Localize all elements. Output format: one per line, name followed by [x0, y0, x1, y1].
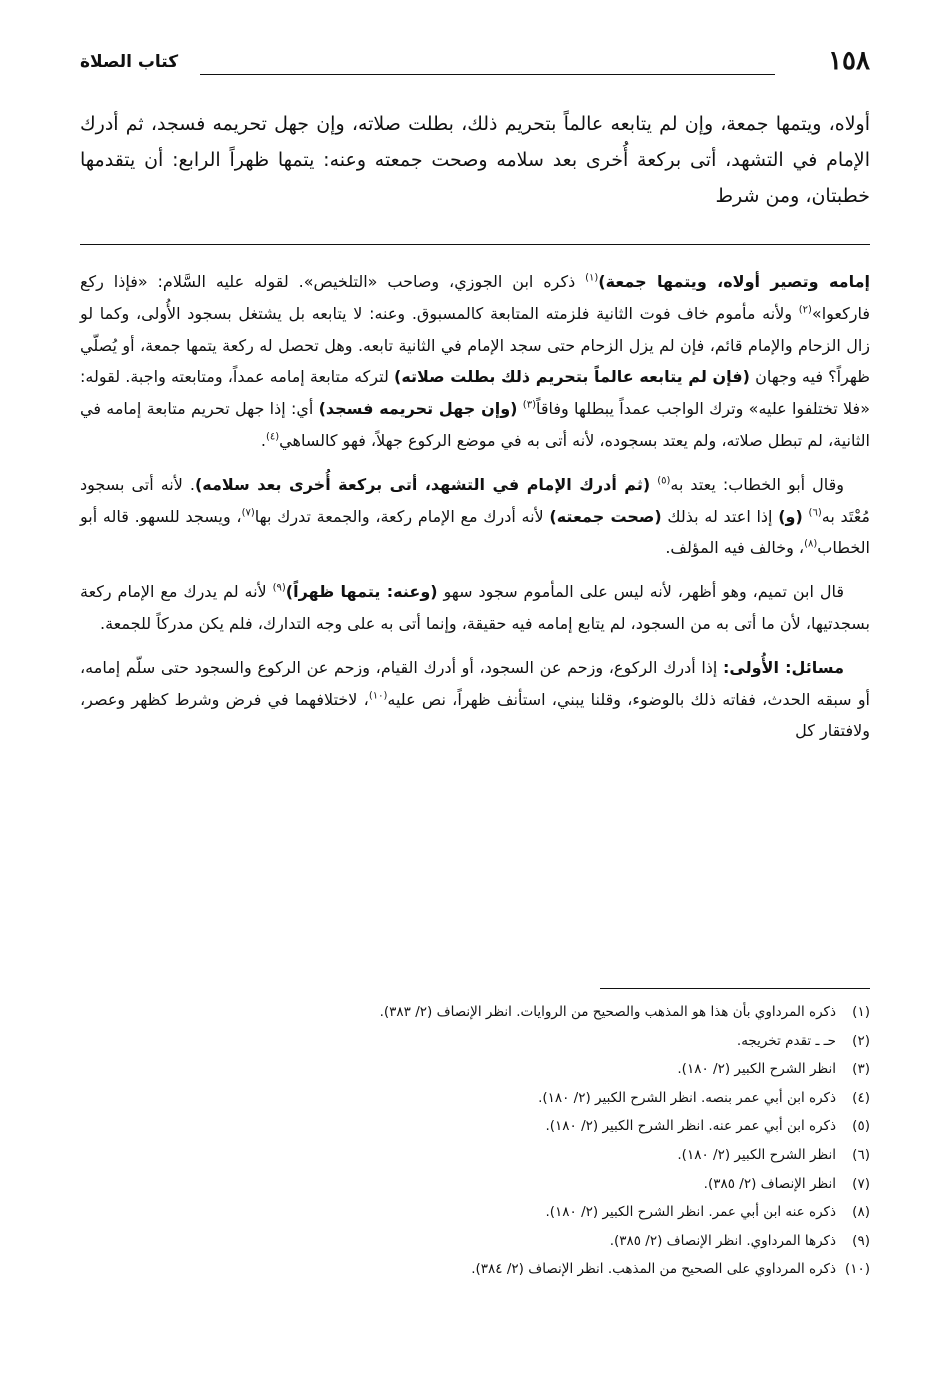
- footnote-number: (٤): [852, 1089, 870, 1106]
- quoted-text: (فإن لم يتابعه عالماً بتحريم ذلك بطلت صلاته): [394, 367, 750, 387]
- commentary-paragraph-4: مسائل: الأُولى: إذا أدرك الركوع، وزحم عن السجود، أو أدرك القيام، وزحم عن الركوع والسجود حتى سلّم إمامه، أو سبقه الحدث، ففاته ذلك بالوضوء، وقلنا يبني، استأنف ظهراً، نص عليه$^{(١٠)}$، لاختلافهما في فرض وشرط كظهر وعصر، ولافتقار كل: [80, 657, 870, 741]
- footnote-ref[interactable]: (٥): [657, 475, 671, 487]
- commentary-paragraph-1: إمامه وتصير أولاه، ويتمها جمعة)$^{(١)}$ ذكره ابن الجوزي، وصاحب «التلخيص». لقوله عليه السَّلام: «فإذا ركع فاركعوا»$^{(٢)}$ ولأنه مأموم خاف فوت الثانية فلزمته المتابعة كالمسبوق. وعنه: لا يتابعه بل يشتغل بسجود الأُولى، وكما لو زال الزحام والإمام قائم، فإن لم يزل الزحام حتى سجد الإمام في الثانية تابعه. وهل تحصل له ركعة يتمها جمعة، أو يُصلّي ظهراً؟ فيه وجهان (فإن لم يتابعه عالماً بتحريم ذلك بطلت صلاته) لتركه متابعة إمامه عمداً، ومتابعته واجبة. لقوله: «فلا تختلفوا عليه» وترك الواجب عمداً يبطلها وفاقاً$^{(٣)}$ (وإن جهل تحريمه فسجد) أي: إذا جهل تحريم متابعة إمامه في الثانية، لم تبطل صلاته، ولم يعتد بسجوده، لأنه أتى به في موضع الركوع جهلاً، فهو كالساهي$^{(٤)}$.: [80, 272, 871, 450]
- footnote-text: انظر الإنصاف (٢/ ٣٨٥).: [703, 1175, 836, 1192]
- footnote-number: (٦): [852, 1146, 870, 1163]
- footnote-text: انظر الشرح الكبير (٢/ ١٨٠).: [677, 1061, 836, 1078]
- footnote-text: ذكرها المرداوي. انظر الإنصاف (٢/ ٣٨٥).: [609, 1232, 836, 1249]
- footnote-text: ذكره ابن أبي عمر عنه. انظر الشرح الكبير (٢/ ١٨٠).: [545, 1118, 836, 1135]
- footnote-ref[interactable]: (٢): [798, 304, 812, 316]
- footnote-number: (٧): [852, 1175, 870, 1192]
- page-number: ١٥٨: [828, 46, 870, 76]
- footnotes: [150, 998, 870, 1284]
- quoted-text: (صحت جمعته): [549, 506, 662, 526]
- footnote-text: انظر الشرح الكبير (٢/ ١٨٠).: [677, 1146, 836, 1163]
- footnote-item: [150, 1027, 870, 1056]
- footnote-text: ذكره عنه ابن أبي عمر. انظر الشرح الكبير (٢/ ١٨٠).: [545, 1204, 836, 1221]
- footnote-item: [150, 998, 870, 1027]
- quoted-text: إمامه وتصير أولاه، ويتمها جمعة): [598, 272, 870, 291]
- footnote-ref[interactable]: (٣): [522, 399, 536, 411]
- quoted-text: (و): [778, 506, 803, 526]
- footnote-text: حـ ـ تقدم تخريجه.: [736, 1032, 836, 1049]
- running-title: كتاب الصلاة: [80, 52, 179, 72]
- footnote-number: (٥): [852, 1118, 870, 1135]
- commentary-paragraph-2: وقال أبو الخطاب: يعتد به$^{(٥)}$ (ثم أدرك الإمام في التشهد، أتى بركعة أُخرى بعد سلامه). لأنه أتى بسجود مُعْتَد به$^{(٦)}$ (و) إذا اعتد له بذلك (صحت جمعته) لأنه أدرك مع الإمام ركعة، والجمعة تدرك بها$^{(٧)}$، ويسجد للسهو. قاله أبو الخطاب$^{(٨)}$، وخالف فيه المؤلف.: [80, 474, 871, 558]
- footnote-item: [150, 1084, 870, 1113]
- main-text-divider: [80, 244, 870, 245]
- footnote-item: [150, 1112, 870, 1141]
- main-text-paragraph: أولاه، ويتمها جمعة، وإن لم يتابعه عالماً بتحريم ذلك، بطلت صلاته، وإن جهل تحريمه فسجد، ثم أدرك الإمام في التشهد، أتى بركعة أُخرى بعد سلامه وصحت جمعته وعنه: يتمها ظهراً الرابع: أن يتقدمها خطبتان، ومن شرط: [80, 113, 870, 207]
- page-header: [80, 46, 870, 86]
- header-rule: [200, 74, 775, 75]
- footnote-item: [150, 1227, 870, 1256]
- footnote-item: [150, 1055, 870, 1084]
- commentary-paragraph-3: قال ابن تميم، وهو أظهر، لأنه ليس على المأموم سجود سهو (وعنه: يتمها ظهراً)$^{(٩)}$ لأنه لم يدرك مع الإمام ركعة بسجدتيها، لأن ما أتى به من السجود، لم يتابع إمامه فيه حقيقة، وإنما أتى به على وجه التدارك، فلم يكن مدركاً للجمعة.: [80, 582, 870, 633]
- commentary: [80, 266, 870, 759]
- footnote-item: [150, 1198, 870, 1227]
- footnote-number: (٣): [852, 1061, 870, 1078]
- footnote-ref[interactable]: (٩): [272, 582, 286, 594]
- footnote-text: ذكره المرداوي على الصحيح من المذهب. انظر الإنصاف (٢/ ٣٨٤).: [471, 1261, 836, 1278]
- footnote-item: [150, 1141, 870, 1170]
- footnote-number: (٩): [852, 1232, 870, 1249]
- footnote-number: (٢): [852, 1032, 870, 1049]
- footnote-text: ذكره ابن أبي عمر بنصه. انظر الشرح الكبير (٢/ ١٨٠).: [538, 1089, 836, 1106]
- footnote-ref[interactable]: (٨): [804, 539, 818, 551]
- main-text: [80, 106, 870, 214]
- quoted-text: (وعنه: يتمها ظهراً): [285, 582, 438, 602]
- footnote-ref[interactable]: (١): [585, 272, 599, 284]
- footnote-ref[interactable]: (٧): [241, 507, 255, 519]
- quoted-text: (ثم أدرك الإمام في التشهد، أتى بركعة أُخرى بعد سلامه): [194, 474, 651, 494]
- footnote-item: [150, 1255, 870, 1284]
- footnote-number: (١): [852, 1004, 870, 1020]
- footnote-divider: [600, 988, 870, 989]
- footnote-ref[interactable]: (٤): [265, 431, 280, 443]
- footnote-number: (١٠): [844, 1261, 870, 1278]
- footnote-text: ذكره المرداوي بأن هذا هو المذهب والصحيح من الروايات. انظر الإنصاف (٢/ ٣٨٣).: [379, 1004, 836, 1020]
- quoted-text: (وإن جهل تحريمه فسجد): [318, 399, 518, 419]
- footnote-ref[interactable]: (١٠): [368, 690, 388, 702]
- footnote-ref[interactable]: (٦): [808, 507, 822, 519]
- footnote-number: (٨): [852, 1204, 870, 1221]
- footnote-item: [150, 1170, 870, 1199]
- section-heading: مسائل: الأُولى:: [723, 657, 844, 677]
